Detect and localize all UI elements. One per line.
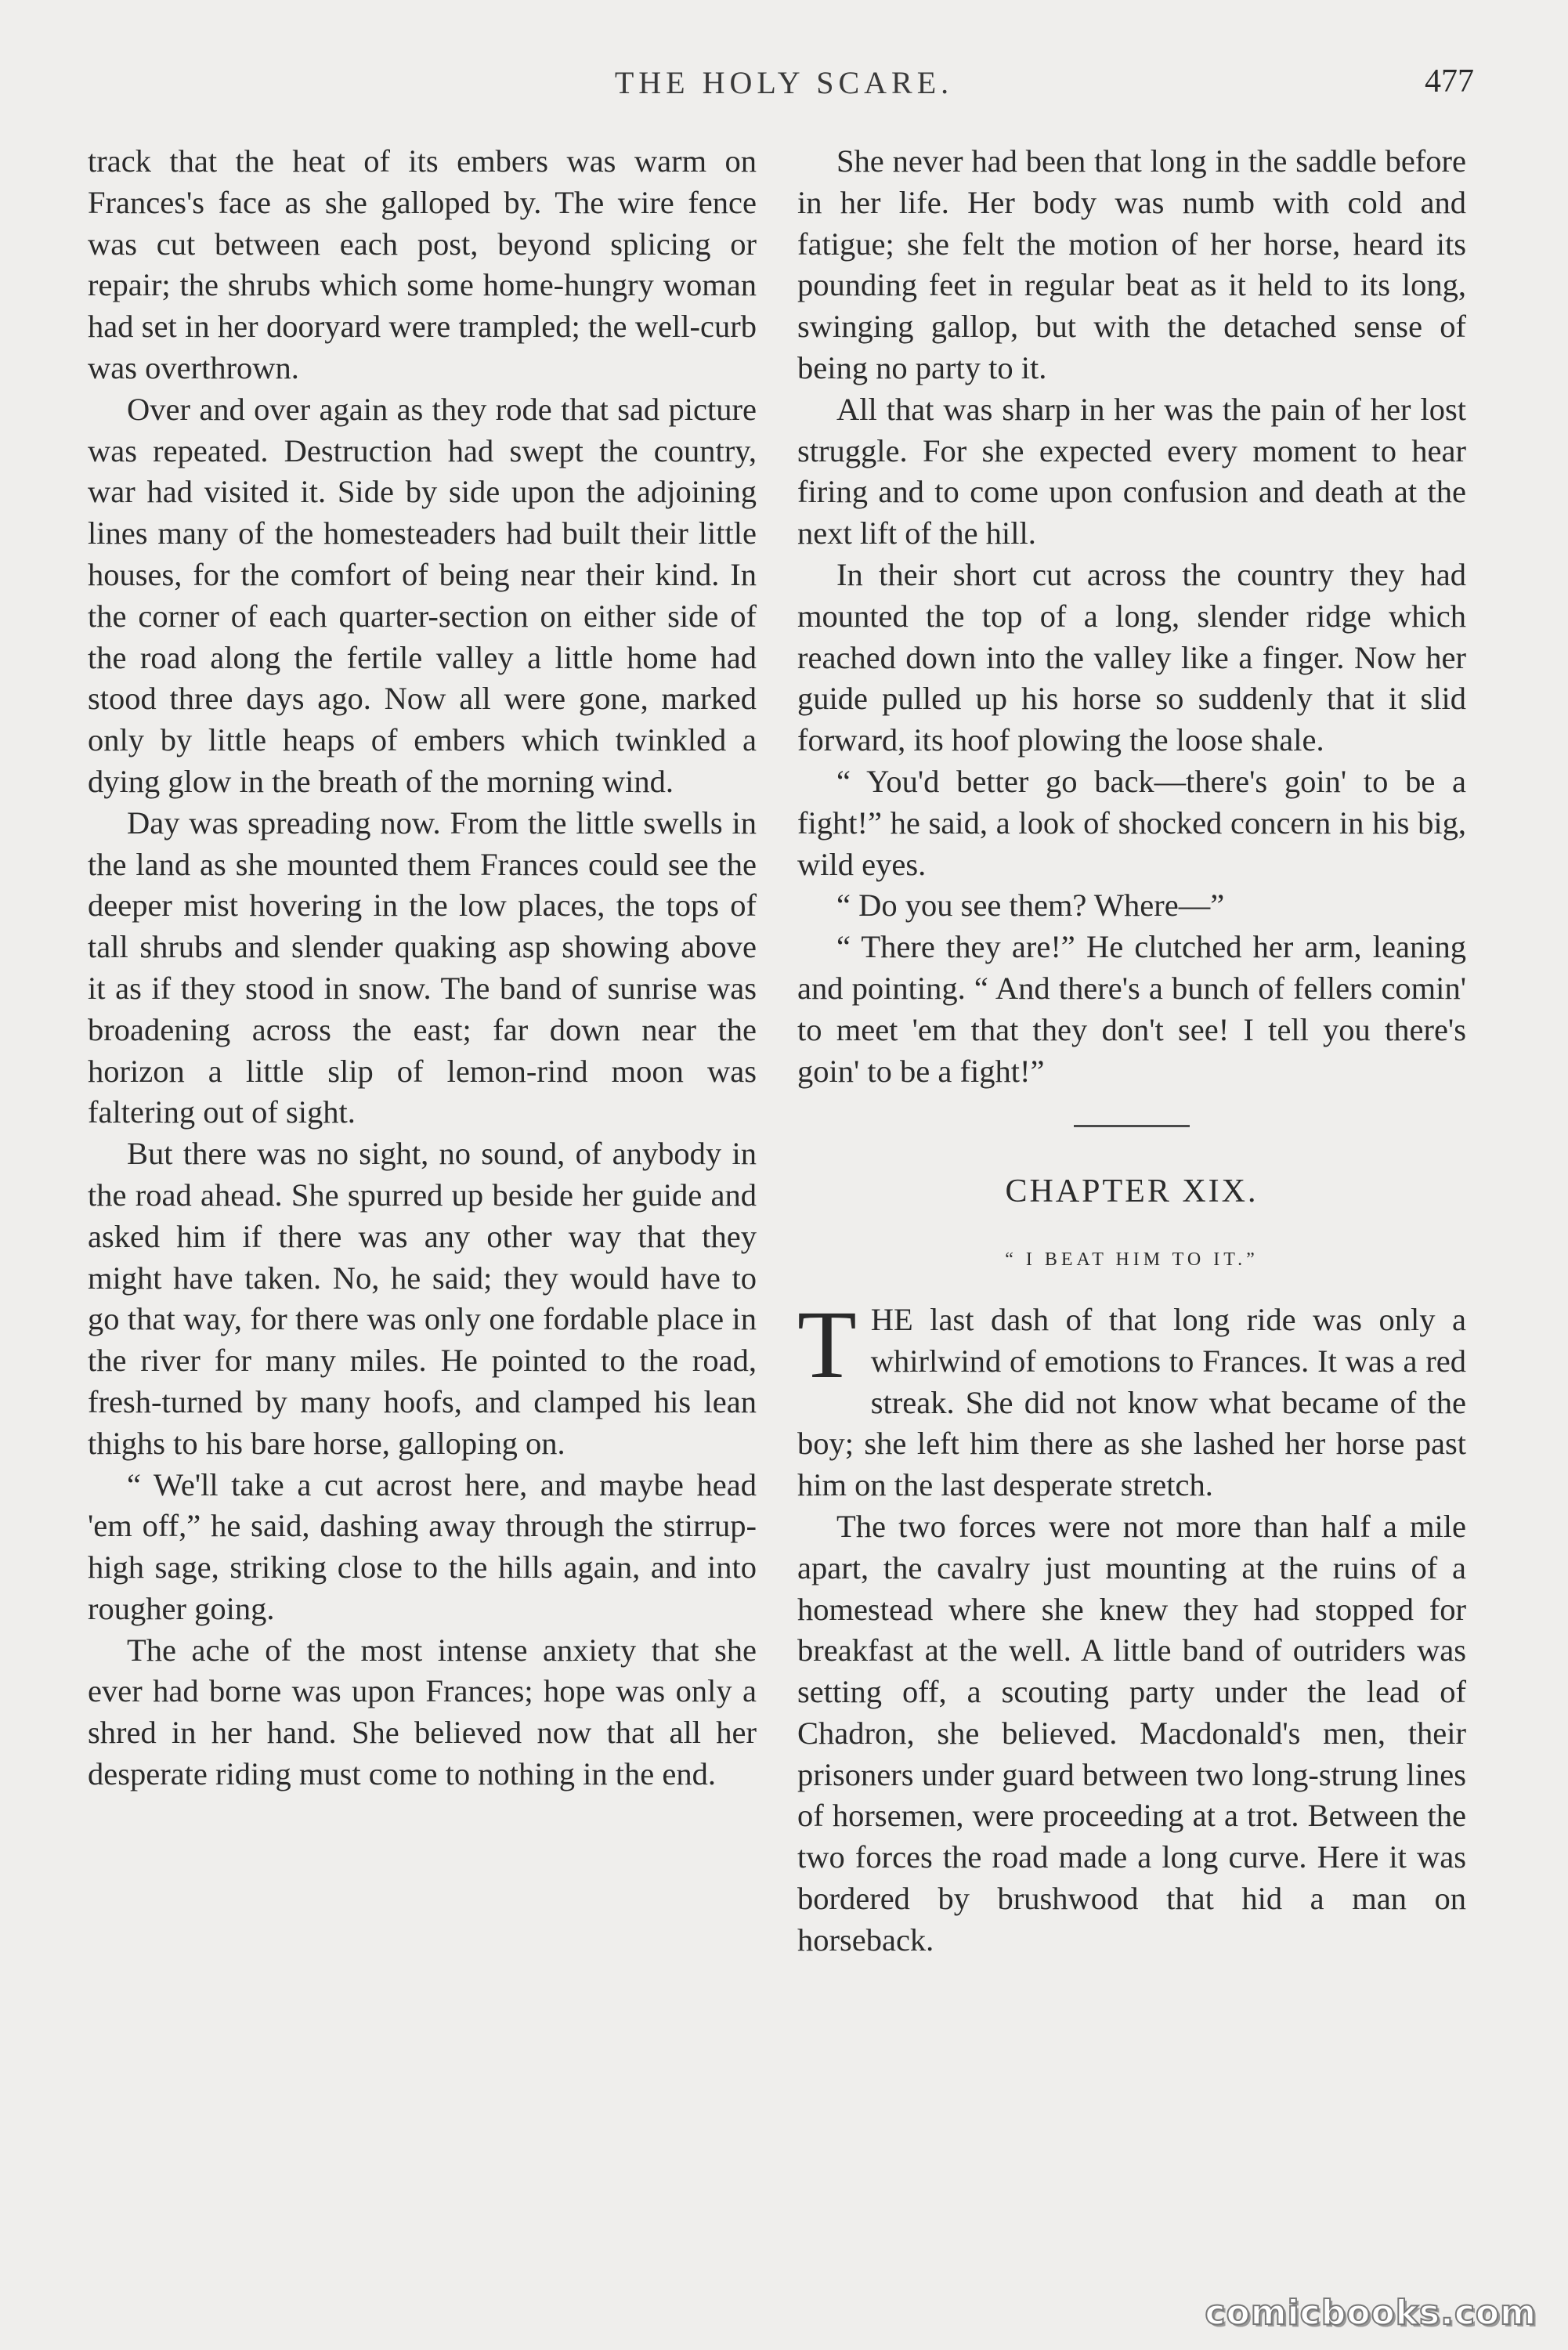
paragraph: The ache of the most intense anxiety that she ever had borne was upon Frances; hope was only a shred in her hand. She believed now that all her desperate riding must come to nothing in the end.: [88, 1632, 757, 1792]
right-column: [797, 141, 1466, 1961]
paragraph: Over and over again as they rode that sad picture was repeated. Destruction had swept the country, war had visited it. Side by side upon the adjoining lines many of the homesteaders had built their little houses, for the comfort of being near their kind. In the corner of each quarter-section on either side of the road along the fertile valley a little home had stood three days ago. Now all were gone, marked only by little heaps of embers which twinkled a dying glow in the breath of the morning wind.: [88, 391, 757, 799]
left-column: [88, 141, 757, 1795]
section-divider: [1074, 1125, 1190, 1127]
paragraph: “ We'll take a cut acrost here, and maybe head 'em off,” he said, dashing away through the stirrup-high sage, striking close to the hills again, and into rougher going.: [88, 1466, 757, 1626]
chapter-subtitle: “ I BEAT HIM TO IT.”: [1005, 1249, 1259, 1271]
paragraph: In their short cut across the country they had mounted the top of a long, slender ridge which reached down into the valley like a finger. Now her guide pulled up his horse so suddenly that it slid forward, its hoof plowing the loose shale.: [797, 556, 1466, 758]
paragraph: Day was spreading now. From the little swells in the land as she mounted them Frances could see the deeper mist hovering in the low places, the tops of tall shrubs and slender quaking asp showing above it as if they stood in snow. The band of sunrise was broadening across the east; far down near the horizon a little slip of lemon-rind moon was faltering out of sight.: [88, 804, 757, 1130]
chapter-heading: CHAPTER XIX.: [1005, 1173, 1259, 1210]
watermark-logo: comicbooks.com: [1205, 2293, 1537, 2333]
paragraph: “ You'd better go back—there's goin' to be a fight!” he said, a look of shocked concern in his big, wild eyes.: [797, 763, 1466, 882]
chapter-opening-paragraph: [797, 1290, 1466, 1506]
running-header-title: THE HOLY SCARE.: [614, 65, 954, 100]
paragraph: The two forces were not more than half a mile apart, the cavalry just mounting at the ruins of a homestead where she knew they had stopped for breakfast at the well. A little band of outriders was setting off, a scouting party under the lead of Chadron, she believed. Macdonald's men, their prisoners under guard between two long-strung lines of horsemen, were proceeding at a trot. Between the two forces the road made a long curve. Here it was bordered by brushwood that hid a man on horseback.: [797, 1508, 1466, 1958]
drop-cap: T: [797, 1290, 857, 1398]
paragraph: “ Do you see them? Where—”: [836, 888, 1225, 924]
chapter-opening-text: HE last dash of that long ride was only a whirlwind of emotions to Frances. It was a red streak. She did not know what became of the boy; she left him there as she lashed her horse past him on the last desperate stretch.: [797, 1301, 1466, 1503]
paragraph: But there was no sight, no sound, of anybody in the road ahead. She spurred up beside her guide and asked him if there was any other way that they might have taken. No, he said; they would have to go that way, for there was only one fordable place in the river for many miles. He pointed to the road, fresh-turned by many hoofs, and clamped his lean thighs to his bare horse, galloping on.: [88, 1136, 757, 1461]
page-number: 477: [1425, 63, 1474, 99]
paragraph: track that the heat of its embers was warm on Frances's face as she galloped by. The wire fence was cut between each post, beyond splicing or repair; the shrubs which some home-hungry woman had set in her dooryard were trampled; the well-curb was overthrown.: [88, 143, 757, 385]
paragraph: All that was sharp in her was the pain of her lost struggle. For she expected every moment to hear firing and to come upon confusion and death at the next lift of the hill.: [797, 391, 1466, 551]
paragraph: “ There they are!” He clutched her arm, leaning and pointing. “ And there's a bunch of fellers comin' to meet 'em that they don't see! I tell you there's goin' to be a fight!”: [797, 929, 1466, 1089]
paragraph: She never had been that long in the saddle before in her life. Her body was numb with cold and fatigue; she felt the motion of her horse, heard its pounding feet in regular beat as it held to its long, swinging gallop, but with the detached sense of being no party to it.: [797, 143, 1466, 385]
